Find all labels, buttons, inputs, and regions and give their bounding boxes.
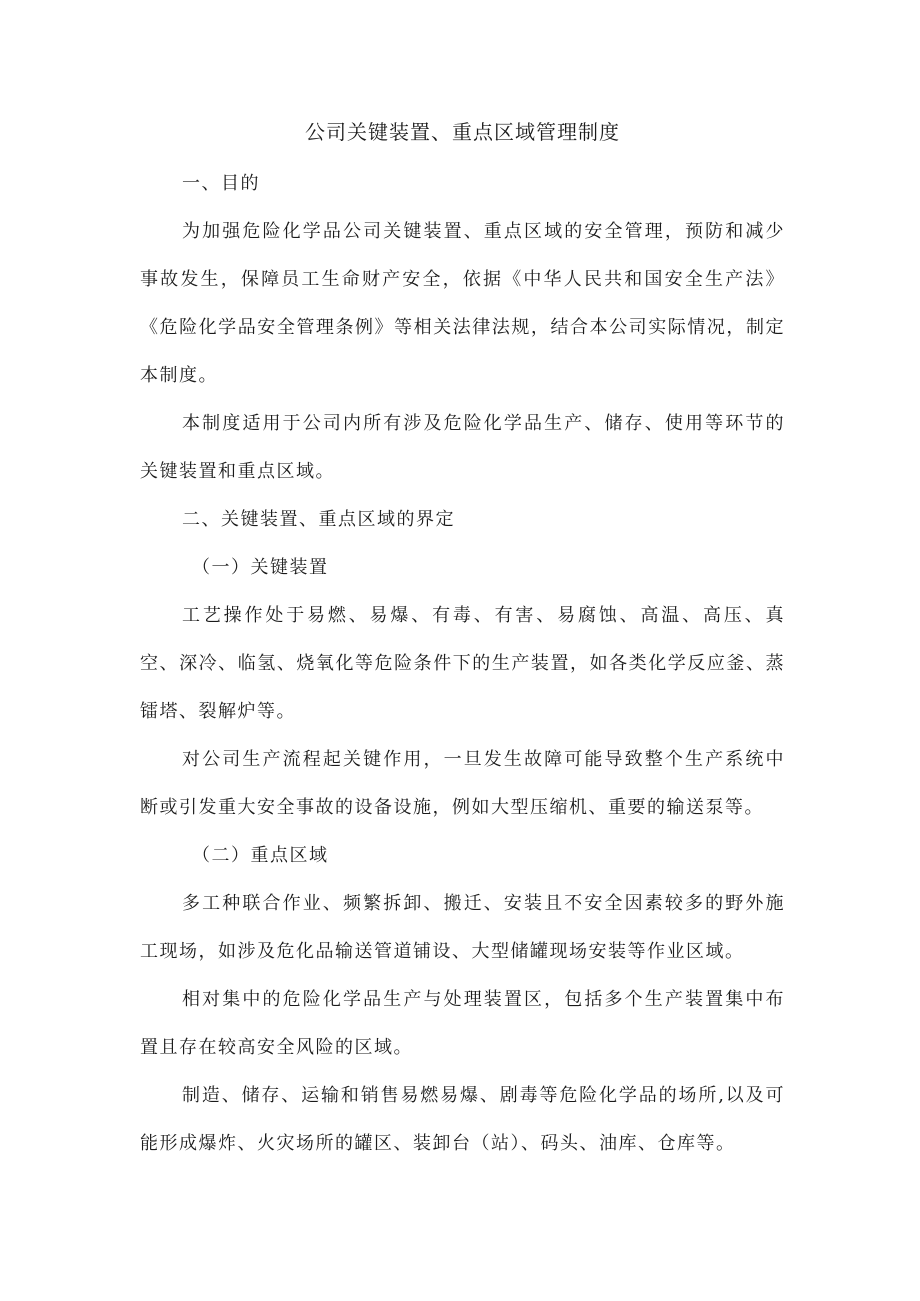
paragraph: 多工种联合作业、频繁拆卸、搬迁、安装且不安全因素较多的野外施工现场，如涉及危化品输送管道铺设、大型储罐现场安装等作业区域。 — [140, 893, 785, 962]
section-heading: （二）重点区域 — [192, 845, 329, 866]
paragraph: 制造、储存、运输和销售易燃易爆、剧毒等危险化学品的场所,以及可能形成爆炸、火灾场所的罐区、装卸台（站）、码头、油库、仓库等。 — [140, 1085, 785, 1154]
paragraph: 为加强危险化学品公司关键装置、重点区域的安全管理，预防和减少事故发生，保障员工生命财产安全，依据《中华人民共和国安全生产法》《危险化学品安全管理条例》等相关法律法规，结合本公司实际情况，制定本制度。 — [140, 221, 785, 386]
page-title: 公司关键装置、重点区域管理制度 — [305, 120, 620, 144]
section-heading: 一、目的 — [182, 173, 260, 194]
paragraph: 工艺操作处于易燃、易爆、有毒、有害、易腐蚀、高温、高压、真空、深冷、临氢、烧氧化等危险条件下的生产装置，如各类化学反应釜、蒸镭塔、裂解炉等。 — [140, 605, 785, 722]
document-sections — [140, 160, 785, 1168]
section-heading: 二、关键装置、重点区域的界定 — [182, 509, 455, 530]
document-body — [140, 112, 785, 1168]
paragraph: 对公司生产流程起关键作用，一旦发生故障可能导致整个生产系统中断或引发重大安全事故的设备设施，例如大型压缩机、重要的输送泵等。 — [140, 749, 785, 818]
section-heading: （一）关键装置 — [192, 557, 329, 578]
paragraph: 相对集中的危险化学品生产与处理装置区，包括多个生产装置集中布置且存在较高安全风险的区域。 — [140, 989, 785, 1058]
paragraph: 本制度适用于公司内所有涉及危险化学品生产、储存、使用等环节的关键装置和重点区域。 — [140, 413, 785, 482]
